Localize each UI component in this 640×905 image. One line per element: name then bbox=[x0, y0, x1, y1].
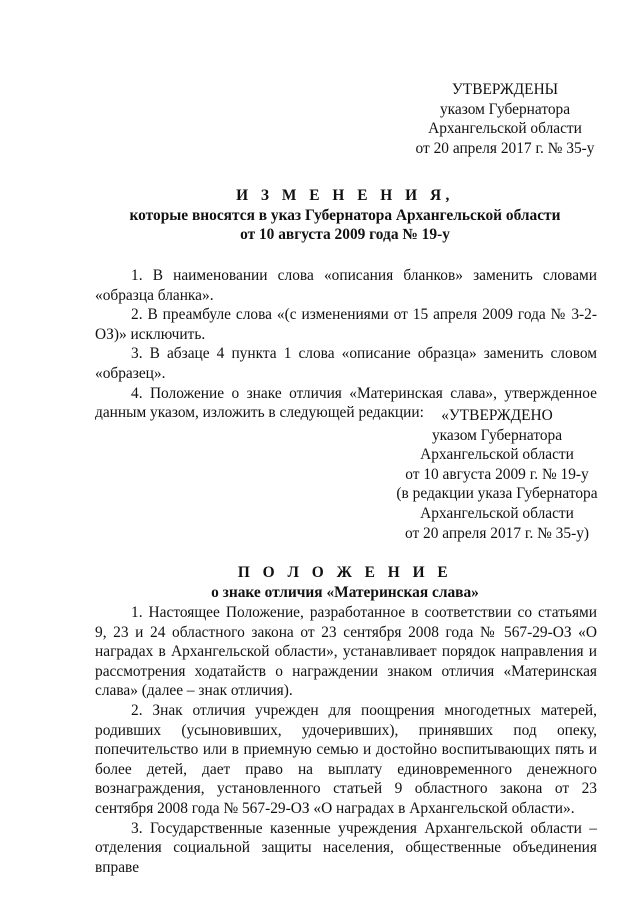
approval-line-1: УТВЕРЖДЕНЫ bbox=[451, 81, 559, 98]
quote-line-3: Архангельской области bbox=[420, 446, 574, 464]
approval-line-3: Архангельской области bbox=[428, 120, 582, 138]
regulation-paragraph: 3. Государственные казенные учреждения Архангельской области – отделения социальной защиты населения, общественные объединения вправе bbox=[95, 819, 597, 876]
regulation-paragraph: 2. Знак отличия учрежден для поощрения многодетных матерей, родивших (усыновивших, удочеривших), принявших под опеку, попечительство или в приемную семью и достойно воспитывающих пять и более детей, дает право на выплату единовременного денежного вознаграждения, установленного статьей 9 областного закона от 23 сентября 2008 года № 567-29-ОЗ «О наградах в Архангельской области». bbox=[95, 701, 597, 817]
quote-line-4: от 10 августа 2009 г. № 19-у bbox=[405, 465, 589, 483]
regulation-body bbox=[95, 603, 597, 877]
approval-line-2: указом Губернатора bbox=[439, 100, 571, 118]
quote-line-6: Архангельской области bbox=[420, 504, 574, 522]
change-item: 3. В абзаце 4 пункта 1 слова «описание образца» заменить словом «образец». bbox=[95, 345, 597, 382]
quote-line-5: (в редакции указа Губернатора bbox=[396, 485, 598, 503]
quote-line-7: от 20 апреля 2017 г. № 35-у) bbox=[404, 524, 590, 542]
changes-heading bbox=[90, 186, 600, 245]
quoted-approval-stamp bbox=[372, 406, 622, 543]
approval-line-4: от 20 апреля 2017 г. № 35-у bbox=[415, 139, 595, 157]
approval-stamp bbox=[380, 80, 630, 158]
quote-line-2: указом Губернатора bbox=[431, 426, 563, 444]
quote-line-1: «УТВЕРЖДЕНО bbox=[441, 407, 553, 424]
change-item: 4. Положение о знаке отличия «Материнская слава», утвержденное данным указом, изложить в следующей редакции: bbox=[95, 384, 597, 422]
regulation-paragraph: 1. Настоящее Положение, разработанное в соответствии со статьями 9, 23 и 24 областного закона от 23 сентября 2008 года № 567-29-ОЗ «О наградах в Архангельской области», устанавливает порядок направления и рассмотрения ходатайств о награждении знаком отличия «Материнская слава» (далее – знак отличия). bbox=[95, 604, 597, 700]
regulation-heading bbox=[90, 563, 600, 602]
changes-list bbox=[95, 266, 597, 423]
changes-subtitle-line-2: от 10 августа 2009 года № 19-у bbox=[240, 226, 450, 244]
changes-title: И З М Е Н Е Н И Я, bbox=[236, 187, 454, 204]
change-item: 1. В наименовании слова «описания бланков» заменить словами «образца бланка». bbox=[95, 267, 597, 304]
regulation-subtitle: о знаке отличия «Материнская слава» bbox=[211, 583, 479, 601]
regulation-title: П О Л О Ж Е Н И Е bbox=[237, 564, 453, 581]
changes-subtitle-line-1: которые вносятся в указ Губернатора Архангельской области bbox=[129, 206, 561, 224]
change-item: 2. В преамбуле слова «(с изменениями от 15 апреля 2009 года № 3-2-ОЗ)» исключить. bbox=[95, 306, 597, 343]
